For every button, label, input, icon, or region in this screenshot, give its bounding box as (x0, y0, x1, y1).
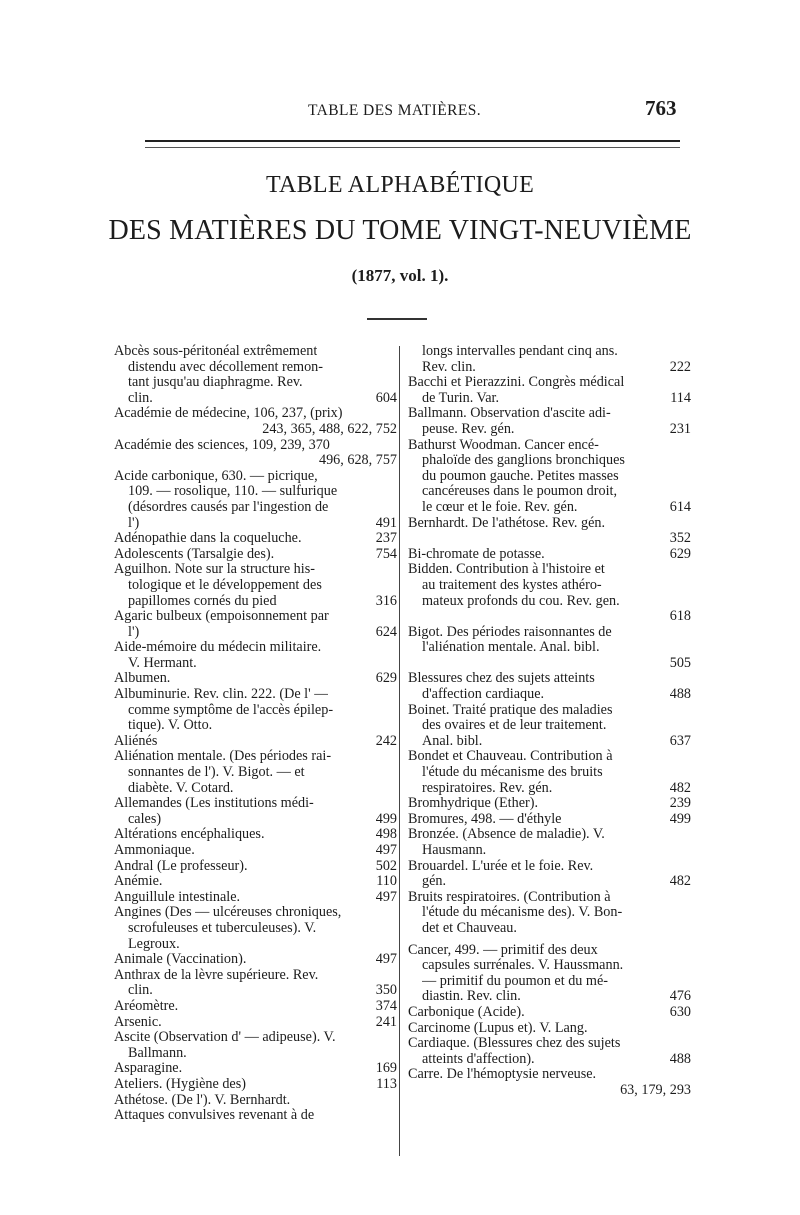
entry-page-ref: 350 (375, 982, 397, 999)
entry-text: Athétose. (De l'). V. Bernhardt. (114, 1092, 291, 1108)
entry-line (114, 671, 397, 687)
entry-line (114, 562, 397, 578)
entry-text: respiratoires. Rev. gén. (422, 780, 553, 796)
entry-line (408, 453, 691, 469)
entry-text: V. Hermant. (128, 655, 197, 671)
entry-line (408, 905, 691, 921)
entry-page-ref: 629 (669, 545, 691, 562)
index-entry (114, 531, 397, 547)
index-entry (114, 734, 397, 750)
entry-text: Rev. clin. (422, 359, 476, 375)
title-rule (367, 318, 427, 320)
entry-text: Bronzée. (Absence de maladie). V. (408, 827, 605, 843)
entry-text: Ammoniaque. (114, 843, 195, 858)
entry-text: Carbonique (Acide). (408, 1004, 525, 1020)
index-entry (114, 671, 397, 687)
index-entry (408, 703, 691, 750)
entry-text: 618 (669, 609, 691, 625)
entry-line (408, 974, 691, 990)
entry-line (114, 734, 397, 750)
header-rule (145, 140, 680, 148)
entry-text: 243, 365, 488, 622, 752 (262, 421, 397, 437)
entry-line (408, 344, 691, 360)
entry-page-ref: 498 (375, 826, 397, 843)
entry-line (114, 344, 397, 360)
entry-line (114, 1030, 397, 1046)
index-subtitle: DES MATIÈRES DU TOME VINGT-NEUVIÈME (108, 215, 692, 246)
entry-text: comme symptôme de l'accès épilep- (128, 702, 334, 718)
index-entry (114, 874, 397, 890)
entry-text: Ballmann. Observation d'ascite adi- (408, 406, 611, 422)
column-divider (399, 346, 400, 1156)
entry-line (408, 469, 691, 485)
entry-line (114, 703, 397, 719)
entry-text: Albumen. (114, 671, 171, 687)
entry-page-ref: 241 (375, 1013, 397, 1030)
entry-line (114, 500, 397, 516)
entry-line (408, 360, 691, 376)
entry-text: tologique et le développement des (128, 577, 322, 593)
entry-line (408, 812, 691, 828)
entry-text: l') (128, 624, 140, 640)
entry-line (114, 391, 397, 407)
entry-text: Arsenic. (114, 1014, 162, 1030)
entry-text: le cœur et le foie. Rev. gén. (422, 499, 578, 515)
index-title: TABLE ALPHABÉTIQUE (265, 172, 535, 198)
entry-text: Blessures chez des sujets atteints (408, 671, 595, 687)
entry-page-ref: 239 (669, 795, 691, 812)
entry-text: Acide carbonique, 630. — picrique, (114, 468, 318, 484)
entry-text: Aguilhon. Note sur la structure his- (114, 562, 315, 578)
index-entry (114, 749, 397, 796)
entry-text: l'aliénation mentale. Anal. bibl. (422, 640, 600, 656)
index-entry (114, 609, 397, 640)
entry-page-ref: 222 (669, 358, 691, 375)
entry-line (114, 375, 397, 391)
index-entry (114, 687, 397, 734)
entry-line (114, 578, 397, 594)
entry-line (408, 827, 691, 843)
entry-page-ref: 231 (669, 420, 691, 437)
entry-line (408, 843, 691, 859)
entry-text: des ovaires et de leur traitement. (422, 718, 607, 734)
entry-line (114, 827, 397, 843)
index-entry (114, 1015, 397, 1031)
entry-text: longs intervalles pendant cinq ans. (422, 344, 618, 359)
entry-page-ref: 169 (375, 1060, 397, 1077)
entry-text: sonnantes de l'). V. Bigot. — et (128, 765, 305, 781)
entry-text: phaloïde des ganglions bronchiques (422, 453, 625, 469)
entry-line (408, 578, 691, 594)
entry-text: Aide-mémoire du médecin militaire. (114, 640, 322, 656)
index-entry (408, 943, 691, 1005)
entry-text: Anal. bibl. (422, 733, 483, 749)
entry-text: Adénopathie dans la coqueluche. (114, 531, 302, 547)
index-entry (114, 640, 397, 671)
index-entry (114, 827, 397, 843)
entry-page-ref: 482 (669, 873, 691, 890)
entry-line (114, 890, 397, 906)
entry-line (114, 968, 397, 984)
entry-line (408, 609, 691, 625)
entry-page-ref: 242 (375, 732, 397, 749)
index-entry (408, 562, 691, 624)
entry-line (114, 640, 397, 656)
entry-line (114, 983, 397, 999)
index-entry (408, 344, 691, 375)
entry-text: Ascite (Observation d' — adipeuse). V. (114, 1030, 336, 1046)
index-entry (408, 547, 691, 563)
index-entry (408, 516, 691, 547)
entry-text: tique). V. Otto. (128, 718, 213, 734)
index-entry (114, 952, 397, 968)
entry-page-ref: 499 (669, 810, 691, 827)
entry-text: Aréomètre. (114, 998, 179, 1014)
entry-line (114, 609, 397, 625)
running-title: TABLE DES MATIÈRES. (308, 102, 481, 119)
index-entry (408, 827, 691, 858)
volume-line: (1877, vol. 1). (351, 266, 449, 285)
entry-line (114, 874, 397, 890)
entry-text: cancéreuses dans le poumon droit, (422, 484, 618, 500)
entry-text: diastin. Rev. clin. (422, 989, 521, 1005)
entry-line (408, 943, 691, 959)
entry-line (114, 687, 397, 703)
index-entry (408, 375, 691, 406)
entry-page-ref: 114 (670, 389, 691, 406)
entry-line (114, 796, 397, 812)
index-entry (114, 1093, 397, 1109)
entry-line (114, 1046, 397, 1062)
entry-line (408, 1083, 691, 1099)
entry-text: Carre. De l'hémoptysie nerveuse. (408, 1067, 597, 1083)
entry-line (408, 874, 691, 890)
entry-line (114, 422, 397, 438)
entry-text: — primitif du poumon et du mé- (422, 973, 608, 989)
entry-line (114, 843, 397, 859)
entry-line (408, 1052, 691, 1068)
entry-page-ref: 499 (375, 810, 397, 827)
entry-text: Altérations encéphaliques. (114, 827, 265, 843)
entry-line (114, 531, 397, 547)
entry-text: Bathurst Woodman. Cancer encé- (408, 437, 599, 453)
entry-line (408, 391, 691, 407)
entry-line (408, 484, 691, 500)
entry-line (408, 781, 691, 797)
index-entry (408, 1067, 691, 1098)
index-entry (408, 796, 691, 812)
entry-line (114, 1108, 397, 1124)
index-entry (114, 905, 397, 952)
entry-line (408, 516, 691, 532)
entry-page-ref: 374 (375, 997, 397, 1014)
entry-text: Boinet. Traité pratique des maladies (408, 702, 613, 718)
entry-text: Cardiaque. (Blessures chez des sujets (408, 1036, 621, 1052)
entry-line (114, 547, 397, 563)
index-entry (114, 547, 397, 563)
entry-text: Aliénés (114, 733, 158, 749)
entry-text: Ballmann. (128, 1045, 187, 1061)
entry-page-ref: 497 (375, 842, 397, 858)
index-entry (114, 890, 397, 906)
entry-line (408, 625, 691, 641)
entry-text: Brouardel. L'urée et le foie. Rev. (408, 858, 594, 874)
entry-text: Bruits respiratoires. (Contribution à (408, 889, 611, 905)
entry-page-ref: 488 (669, 1050, 691, 1067)
index-column-left (114, 344, 397, 1124)
entry-line (408, 890, 691, 906)
entry-page-ref: 482 (669, 779, 691, 796)
entry-line (408, 406, 691, 422)
index-entry (114, 968, 397, 999)
entry-page-ref: 110 (376, 873, 397, 890)
entry-text: Animale (Vaccination). (114, 952, 247, 968)
entry-line (408, 1036, 691, 1052)
entry-text: Carcinome (Lupus et). V. Lang. (408, 1020, 588, 1036)
entry-line (114, 594, 397, 610)
entry-line (408, 1005, 691, 1021)
entry-text: mateux profonds du cou. Rev. gen. (422, 593, 620, 609)
entry-page-ref: 491 (375, 514, 397, 531)
entry-text: Bigot. Des périodes raisonnantes de (408, 624, 612, 640)
entry-line (114, 484, 397, 500)
entry-text: scrofuleuses et tuberculeuses). V. (128, 920, 317, 936)
entry-page-ref: 476 (669, 988, 691, 1005)
page-number: 763 (645, 96, 677, 120)
entry-page-ref: 629 (375, 670, 397, 687)
entry-text: Aliénation mentale. (Des périodes rai- (114, 749, 332, 765)
index-entry (408, 1005, 691, 1021)
entry-text: tant jusqu'au diaphragme. Rev. (128, 375, 303, 391)
entry-text: capsules surrénales. V. Haussmann. (422, 958, 624, 974)
entry-text: papillomes cornés du pied (128, 593, 277, 609)
entry-text: det et Chauveau. (422, 920, 517, 936)
entry-line (114, 952, 397, 968)
entry-line (114, 516, 397, 532)
entry-line (114, 360, 397, 376)
index-entry (114, 999, 397, 1015)
entry-text: Académie de médecine, 106, 237, (prix) (114, 406, 343, 422)
entry-text: 496, 628, 757 (318, 453, 397, 469)
entry-text: (désordres causés par l'ingestion de (128, 499, 329, 515)
entry-page-ref: 113 (376, 1075, 397, 1092)
entry-line (114, 1015, 397, 1031)
index-entry (114, 562, 397, 609)
entry-text: Bondet et Chauveau. Contribution à (408, 749, 613, 765)
entry-line (408, 796, 691, 812)
entry-text: Cancer, 499. — primitif des deux (408, 942, 598, 958)
index-entry (408, 438, 691, 516)
entry-line (114, 718, 397, 734)
entry-text: Ateliers. (Hygiène des) (114, 1076, 246, 1092)
entry-text: Anguillule intestinale. (114, 889, 241, 905)
index-entry (114, 1061, 397, 1077)
entry-line (114, 453, 397, 469)
entry-page-ref: 754 (375, 545, 397, 562)
entry-line (114, 905, 397, 921)
index-entry (114, 1077, 397, 1093)
entry-line (408, 671, 691, 687)
entry-line (114, 859, 397, 875)
entry-line (114, 1093, 397, 1109)
index-entry (114, 1030, 397, 1061)
entry-text: Agaric bulbeux (empoisonnement par (114, 609, 329, 625)
entry-line (408, 640, 691, 656)
entry-line (408, 656, 691, 672)
entry-line (114, 781, 397, 797)
index-entry (408, 812, 691, 828)
entry-line (408, 718, 691, 734)
entry-text: atteints d'affection). (422, 1051, 535, 1067)
entry-text: distendu avec décollement remon- (128, 359, 324, 375)
entry-text: peuse. Rev. gén. (422, 421, 515, 437)
index-entry (114, 796, 397, 827)
entry-page-ref: 497 (375, 951, 397, 968)
index-entry (114, 843, 397, 859)
entry-text: clin. (128, 390, 153, 406)
entry-page-ref: 488 (669, 686, 691, 703)
index-entry (408, 1021, 691, 1037)
index-entry (114, 438, 397, 469)
index-entry (408, 890, 691, 937)
entry-text: 109. — rosolique, 110. — sulfurique (128, 484, 338, 500)
entry-text: 352 (669, 531, 691, 547)
entry-text: Attaques convulsives revenant à de (114, 1108, 315, 1124)
entry-text: Bromhydrique (Ether). (408, 796, 539, 812)
entry-text: Adolescents (Tarsalgie des). (114, 546, 275, 562)
entry-line (114, 999, 397, 1015)
entry-text: Andral (Le professeur). (114, 858, 248, 874)
entry-line (408, 500, 691, 516)
entry-line (408, 1021, 691, 1037)
entry-text: 505 (669, 655, 691, 671)
index-entry (114, 859, 397, 875)
index-entry (408, 671, 691, 702)
entry-page-ref: 637 (669, 732, 691, 749)
entry-line (114, 812, 397, 828)
entry-line (114, 765, 397, 781)
entry-line (114, 625, 397, 641)
index-column-right (408, 344, 691, 1099)
entry-page-ref: 497 (375, 888, 397, 905)
entry-page-ref: 604 (375, 389, 397, 406)
entry-line (408, 958, 691, 974)
entry-page-ref: 624 (375, 623, 397, 640)
entry-line (408, 749, 691, 765)
entry-line (408, 859, 691, 875)
entry-line (114, 406, 397, 422)
entry-text: au traitement des kystes athéro- (422, 577, 602, 593)
running-head (0, 96, 800, 126)
entry-text: Anthrax de la lèvre supérieure. Rev. (114, 967, 319, 983)
entry-line (114, 1077, 397, 1093)
entry-page-ref: 630 (669, 1003, 691, 1020)
entry-line (114, 1061, 397, 1077)
entry-text: Angines (Des — ulcéreuses chroniques, (114, 905, 342, 921)
entry-line (408, 438, 691, 454)
entry-line (408, 594, 691, 610)
entry-line (408, 703, 691, 719)
entry-text: l'étude du mécanisme des bruits (422, 765, 603, 781)
index-entry (408, 406, 691, 437)
entry-text: Allemandes (Les institutions médi- (114, 796, 314, 812)
entry-text: Legroux. (128, 936, 180, 952)
entry-text: Hausmann. (422, 843, 487, 858)
entry-line (408, 547, 691, 563)
entry-text: Anémie. (114, 874, 163, 890)
entry-line (408, 734, 691, 750)
entry-text: clin. (128, 983, 153, 999)
entry-page-ref: 614 (669, 498, 691, 515)
entry-text: Albuminurie. Rev. clin. 222. (De l' — (114, 687, 329, 703)
entry-text: d'affection cardiaque. (422, 687, 545, 703)
entry-text: Abcès sous-péritonéal extrêmement (114, 344, 318, 359)
entry-line (114, 937, 397, 953)
entry-line (408, 921, 691, 937)
entry-line (408, 765, 691, 781)
index-entry (114, 469, 397, 531)
index-entry (114, 1108, 397, 1124)
entry-text: Académie des sciences, 109, 239, 370 (114, 437, 330, 453)
entry-text: cales) (128, 811, 162, 827)
entry-text: de Turin. Var. (422, 390, 499, 406)
entry-line (408, 531, 691, 547)
entry-line (408, 1067, 691, 1083)
entry-text: Bi-chromate de potasse. (408, 546, 545, 562)
entry-page-ref: 316 (375, 592, 397, 609)
entry-text: diabète. V. Cotard. (128, 780, 234, 796)
index-entry (408, 859, 691, 890)
entry-line (114, 469, 397, 485)
entry-text: Bernhardt. De l'athétose. Rev. gén. (408, 515, 606, 531)
entry-line (408, 375, 691, 391)
entry-line (114, 438, 397, 454)
entry-line (114, 656, 397, 672)
entry-page-ref: 502 (375, 857, 397, 874)
entry-line (114, 749, 397, 765)
entry-text: Bidden. Contribution à l'histoire et (408, 562, 605, 578)
entry-text: Asparagine. (114, 1061, 183, 1077)
index-entry (114, 344, 397, 406)
entry-text: Bacchi et Pierazzini. Congrès médical (408, 375, 625, 391)
index-entry (408, 749, 691, 796)
entry-line (408, 989, 691, 1005)
entry-text: Bromures, 498. — d'éthyle (408, 811, 562, 827)
entry-text: 63, 179, 293 (620, 1082, 691, 1098)
entry-text: l') (128, 515, 140, 531)
entry-text: l'étude du mécanisme des). V. Bon- (422, 905, 623, 921)
entry-line (408, 687, 691, 703)
entry-line (114, 921, 397, 937)
index-entry (408, 1036, 691, 1067)
index-entry (114, 406, 397, 437)
entry-line (408, 422, 691, 438)
index-entry (408, 625, 691, 672)
entry-text: gén. (422, 874, 447, 890)
entry-text: du poumon gauche. Petites masses (422, 468, 619, 484)
entry-line (408, 562, 691, 578)
entry-page-ref: 237 (375, 530, 397, 547)
